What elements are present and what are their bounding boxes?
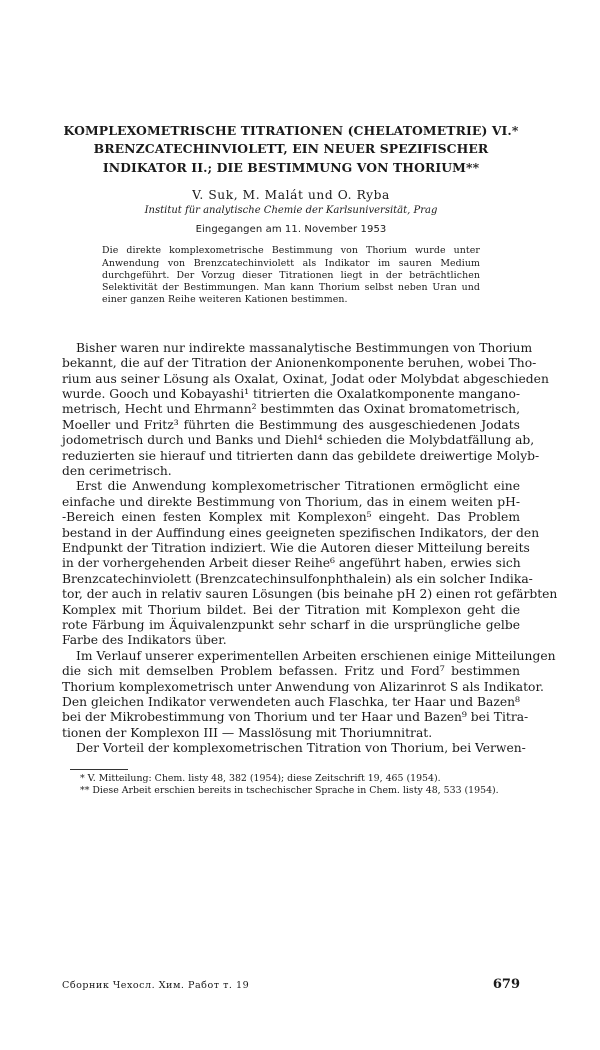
abstract-line: durchgeführt. Der Vorzug dieser Titrationen liegt in der beträchtlichen [102,269,480,281]
page-footer [62,977,520,992]
affiliation: Institut für analytische Chemie der Karlsuniversität, Prag [144,205,438,217]
paragraph-line: Der Vorteil der komplexometrischen Titration von Thorium, bei Verwen- [76,741,526,756]
paragraph-line: tionen der Komplexon III — Masslösung mit Thoriumnitrat. [62,725,433,740]
paragraph-line: bestand in der Auffindung eines geeigneten spezifischen Indikators, der den [62,525,540,540]
footnote: ** Diese Arbeit erschien bereits in tschechischer Sprache in Chem. listy 48, 533 (1954). [80,784,499,796]
paragraph-line: bei der Mikrobestimmung von Thorium und ter Haar und Bazen⁹ bei Titra- [62,710,529,725]
paragraph-line: rium aus seiner Lösung als Oxalat, Oxinat, Jodat oder Molybdat abgeschieden [62,371,549,386]
abstract-line: Die direkte komplexometrische Bestimmung von Thorium wurde unter [102,245,480,257]
paragraph-line: Den gleichen Indikator verwendeten auch Flaschka, ter Haar und Bazen⁸ [62,695,520,710]
paragraph-line: Farbe des Indikators über. [62,633,227,648]
paragraph-line: Im Verlauf unserer experimentellen Arbeiten erschienen einige Mitteilungen [76,648,556,663]
abstract-line: Anwendung von Brenzcatechinviolett als Indikator im sauren Medium [102,257,480,269]
body-text [62,340,558,757]
footnotes [62,773,520,797]
footnote: * V. Mitteilung: Chem. listy 48, 382 (1954); diese Zeitschrift 19, 465 (1954). [80,772,441,784]
abstract-line: einer ganzen Reihe weiteren Kationen bestimmen. [102,294,348,306]
authors: V. Suk, M. Malát und O. Ryba [192,188,390,203]
paragraph-line: bekannt, die auf der Titration der Anionenkomponente beruhen, wobei Tho- [62,356,537,371]
paragraph-line: Bisher waren nur indirekte massanalytische Bestimmungen von Thorium [76,340,533,355]
paragraph-line: Moeller und Fritz³ führten die Bestimmung des ausgeschiedenen Jodats [62,417,520,432]
page-number: 679 [492,977,520,992]
footnote-rule [70,769,128,770]
page [0,122,600,1050]
paragraph-line: metrisch, Hecht und Ehrmann² bestimmten das Oxinat bromatometrisch, [62,402,520,417]
title-line: BRENZCATECHINVIOLETT, EIN NEUER SPEZIFISCHER [93,141,489,157]
paragraph-line: einfache und direkte Bestimmung von Thorium, das in einem weiten pH- [62,494,520,509]
journal-name: Сборник Чехосл. Хим. Работ т. 19 [62,980,250,991]
title-line: KOMPLEXOMETRISCHE TITRATIONEN (CHELATOMETRIE) VI.* [63,123,519,138]
paragraph-line: in der vorhergehenden Arbeit dieser Reihe⁶ angeführt haben, erwies sich [62,556,521,571]
paragraph-line: Brenzcatechinviolett (Brenzcatechinsulfonphthalein) als ein solcher Indika- [62,571,533,586]
paragraph-line: tor, der auch in relativ sauren Lösungen (bis beinahe pH 2) einen rot gefärbten [62,587,558,602]
paragraph-line: die sich mit demselben Problem befassen. Fritz und Ford⁷ bestimmen [62,664,520,679]
title-line: INDIKATOR II.; DIE BESTIMMUNG VON THORIUM** [102,159,480,175]
paragraph-line: Erst die Anwendung komplexometrischer Titrationen ermöglicht eine [76,479,520,494]
abstract [102,245,480,306]
paper-title [62,122,520,177]
paragraph-line: jodometrisch durch und Banks und Diehl⁴ schieden die Molybdatfällung ab, [62,433,535,448]
paragraph-line: den cerimetrisch. [62,463,172,478]
paragraph-line: Thorium komplexometrisch unter Anwendung von Alizarinrot S als Indikator. [62,679,544,694]
paragraph-line: reduzierten sie hierauf und titrierten dann das gebildete dreiwertige Molyb- [62,448,540,463]
paragraph-line: Endpunkt der Titration indiziert. Wie die Autoren dieser Mitteilung bereits [62,540,530,555]
paragraph-line: rote Färbung im Äquivalenzpunkt sehr scharf in die ursprüngliche gelbe [62,618,520,633]
paragraph-line: -Bereich einen festen Komplex mit Komplexon⁵ eingeht. Das Problem [62,510,520,525]
abstract-line: Selektivität der Bestimmungen. Man kann Thorium selbst neben Uran und [102,282,480,294]
paragraph-line: Komplex mit Thorium bildet. Bei der Titration mit Komplexon geht die [62,602,520,617]
received-date: Eingegangen am 11. November 1953 [195,224,387,236]
paragraph-line: wurde. Gooch und Kobayashi¹ titrierten die Oxalatkomponente mangano- [62,386,520,401]
